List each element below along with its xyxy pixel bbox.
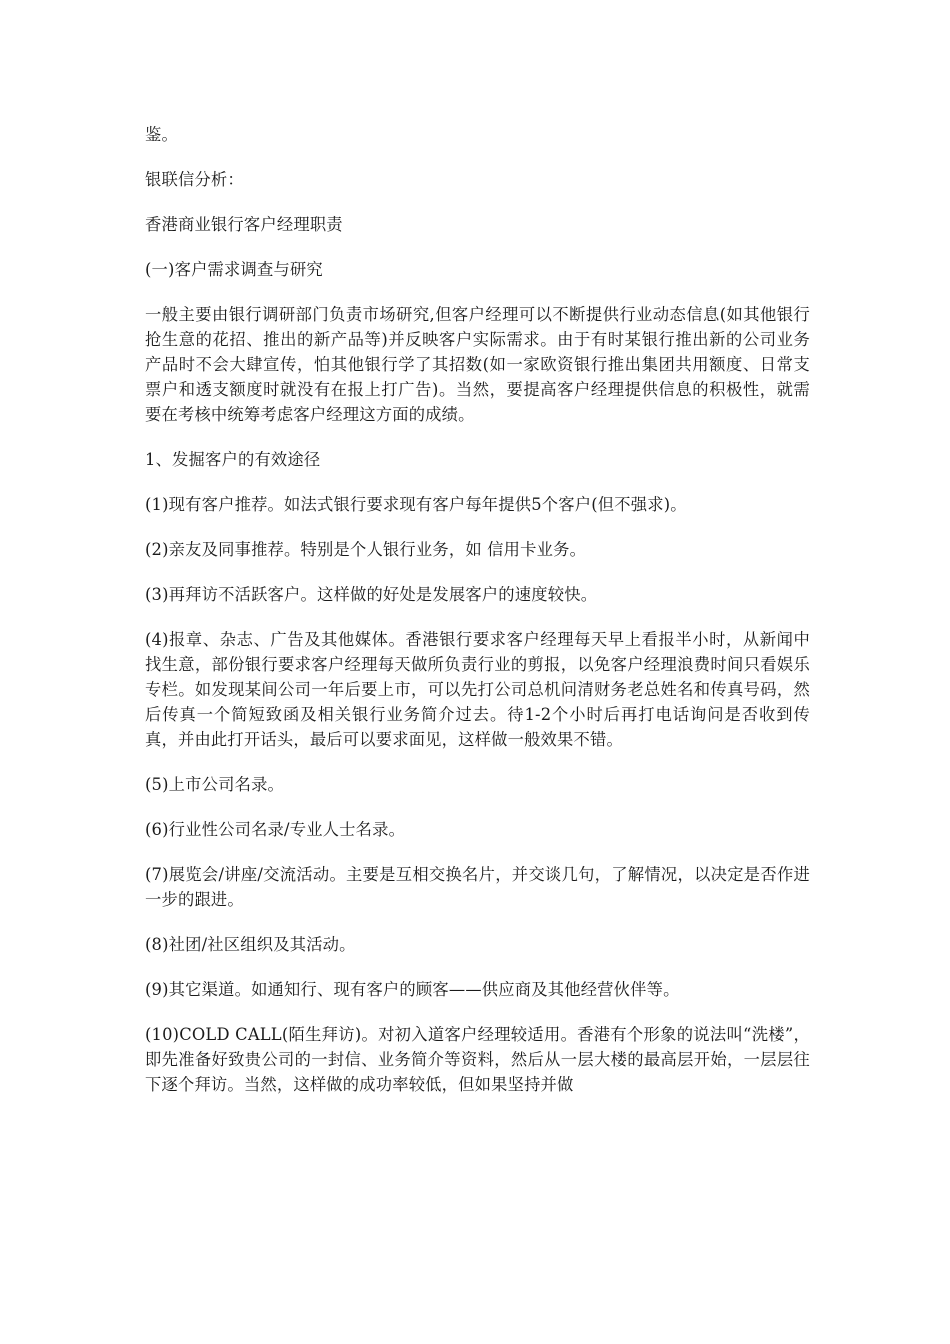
list-item-8: (8)社团/社区组织及其活动。 (145, 935, 356, 954)
paragraph-section-title: 香港商业银行客户经理职责 (145, 215, 343, 234)
document-body (145, 122, 810, 1117)
list-item-2: (2)亲友及同事推荐。特别是个人银行业务，如 信用卡业务。 (145, 540, 587, 559)
paragraph-analysis-label: 银联信分析： (145, 170, 244, 189)
list-item-7: (7)展览会/讲座/交流活动。主要是互相交换名片，并交谈几句，了解情况，以决定是否作进一步的跟进。 (145, 865, 810, 909)
list-item-4: (4)报章、杂志、广告及其他媒体。香港银行要求客户经理每天早上看报半小时，从新闻中找生意，部份银行要求客户经理每天做所负责行业的剪报，以免客户经理浪费时间只看娱乐专栏。如发现某间公司一年后要上市，可以先打公司总机问清财务老总姓名和传真号码，然后传真一个简短致函及相关银行业务简介过去。待1-2个小时后再打电话询问是否收到传真，并由此打开话头，最后可以要求面见，这样做一般效果不错。 (145, 630, 810, 749)
list-item-10: (10)COLD CALL(陌生拜访)。对初入道客户经理较适用。香港有个形象的说法叫“洗楼”，即先准备好致贵公司的一封信、业务简介等资料，然后从一层大楼的最高层开始，一层层往下逐个拜访。当然，这样做的成功率较低，但如果坚持并做 (145, 1025, 810, 1094)
list-item-3: (3)再拜访不活跃客户。这样做的好处是发展客户的速度较快。 (145, 585, 598, 604)
list-item-9: (9)其它渠道。如通知行、现有客户的顾客——供应商及其他经营伙伴等。 (145, 980, 680, 999)
list-item-5: (5)上市公司名录。 (145, 775, 285, 794)
paragraph-continuation: 鉴。 (145, 125, 178, 144)
paragraph-body: 一般主要由银行调研部门负责市场研究,但客户经理可以不断提供行业动态信息(如其他银行抢生意的花招、推出的新产品等)并反映客户实际需求。由于有时某银行推出新的公司业务产品时不会大肆宣传，怕其他银行学了其招数(如一家欧资银行推出集团共用额度、日常支票户和透支额度时就没有在报上打广告)。当然，要提高客户经理提供信息的积极性，就需要在考核中统筹考虑客户经理这方面的成绩。 (145, 305, 810, 424)
paragraph-subsection-title: (一)客户需求调查与研究 (145, 260, 323, 279)
list-item-1: (1)现有客户推荐。如法式银行要求现有客户每年提供5个客户(但不强求)。 (145, 495, 687, 514)
paragraph-list-heading: 1、发掘客户的有效途径 (145, 450, 321, 469)
list-item-6: (6)行业性公司名录/专业人士名录。 (145, 820, 406, 839)
